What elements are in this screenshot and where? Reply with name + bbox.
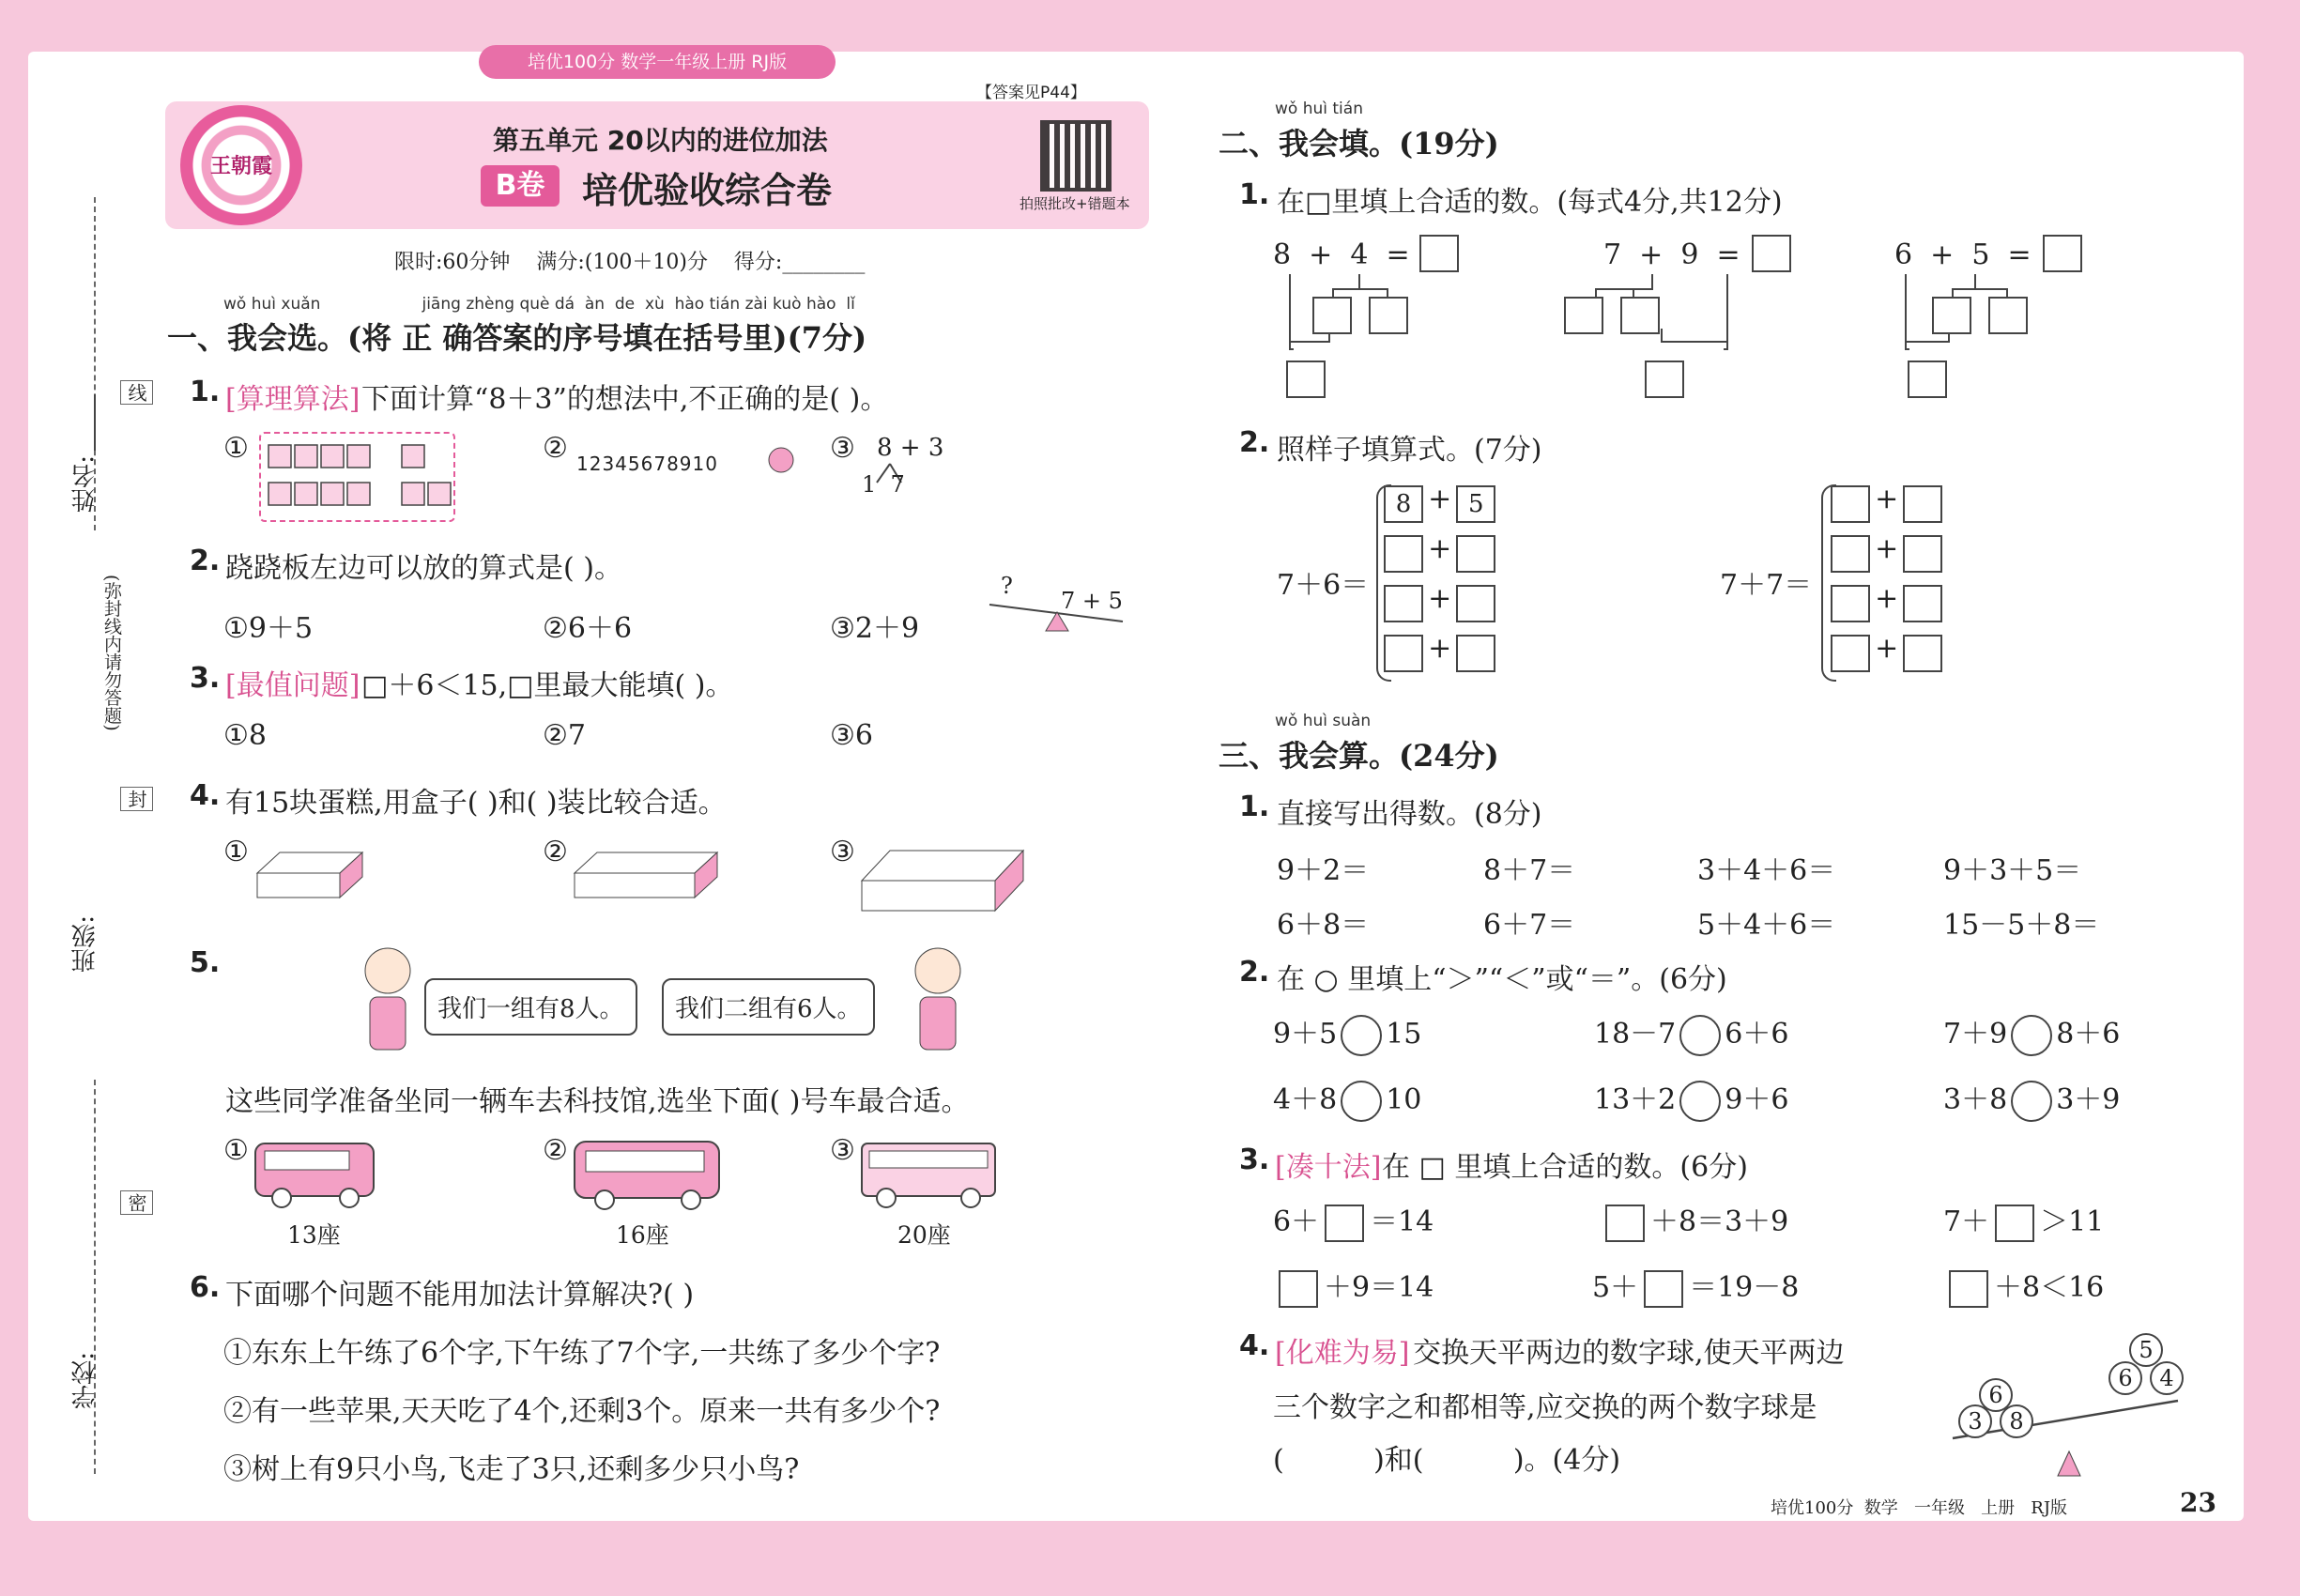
s3q4-tag: [化难为易] — [1275, 1337, 1410, 1370]
bus-large-icon — [858, 1136, 999, 1211]
answer-box[interactable] — [1903, 535, 1942, 573]
q3-option[interactable]: ②7 — [543, 719, 586, 752]
answer-box[interactable] — [1456, 535, 1495, 573]
ball-number: 6 — [2118, 1365, 2133, 1391]
answer-box[interactable] — [1831, 485, 1870, 523]
q4-number: 4. — [190, 779, 221, 812]
q1-opt3[interactable]: ③ — [830, 432, 855, 465]
paper-title: 培优验收综合卷 — [582, 170, 833, 211]
q6-text: 下面哪个问题不能用加法计算解决?( ) — [225, 1279, 695, 1312]
q6-item[interactable]: ③树上有9只小鸟,飞走了3只,还剩多少只小鸟? — [223, 1453, 800, 1486]
compare-row: 7＋9 8＋6 — [1943, 1010, 2120, 1056]
school-label: 学校: — [71, 1352, 100, 1409]
q3-text: □＋6＜15,□里最大能填( )。 — [361, 669, 734, 702]
s3q2-number: 2. — [1239, 956, 1270, 989]
seat-label: 13座 — [287, 1221, 341, 1249]
bus-small-icon — [252, 1136, 378, 1211]
compare-circle[interactable] — [1679, 1081, 1721, 1122]
seat-label: 20座 — [897, 1221, 951, 1249]
section3-title: 三、我会算。(24分) — [1219, 738, 1499, 774]
s3q4-number: 4. — [1239, 1329, 1270, 1362]
section1-title: 一、我会选。(将 正 确答案的序号填在括号里)(7分) — [167, 320, 867, 356]
ball-number: 3 — [1968, 1408, 1983, 1435]
answer-box[interactable] — [2043, 235, 2082, 272]
answer-box[interactable] — [1384, 535, 1423, 573]
answer-box[interactable] — [1384, 585, 1423, 622]
answer-box[interactable] — [1995, 1205, 2034, 1242]
answer-box[interactable] — [1456, 585, 1495, 622]
girl-icon — [905, 939, 971, 1055]
answer-box[interactable] — [1752, 235, 1791, 272]
answer-box[interactable] — [1312, 297, 1352, 334]
ball-number: 5 — [2139, 1337, 2154, 1363]
s2q1-number: 1. — [1239, 178, 1270, 211]
s3q2-text: 在 ○ 里填上“＞”“＜”或“＝”。(6分) — [1277, 963, 1727, 996]
section1-pinyin: wǒ huì xuǎn jiāng zhèng què dá àn de xù hào tián zài kuò hào lǐ — [223, 295, 855, 314]
balance-illustration — [1943, 1324, 2187, 1483]
q1-tag: [算理算法] — [225, 383, 360, 416]
answer-box[interactable] — [1644, 1270, 1683, 1308]
name-blank — [94, 394, 96, 451]
answer-box[interactable] — [1384, 635, 1423, 672]
logo-text: 王朝霞 — [209, 154, 272, 178]
q4-option[interactable]: ② — [543, 836, 568, 868]
seat-label: 16座 — [616, 1221, 669, 1249]
fill-eq: 7＋ ＞11 — [1943, 1198, 2104, 1242]
brace-rows-right: + + + + — [1831, 483, 1942, 682]
q6-item[interactable]: ①东东上午练了6个字,下午练了7个字,一共练了多少个字? — [223, 1337, 941, 1370]
s3q4-line1: 交换天平两边的数字球,使天平两边 — [1413, 1337, 1845, 1370]
eq-1: 8 + 4 = — [1273, 238, 1410, 271]
ball-number: 8 — [2009, 1408, 2024, 1435]
answer-box[interactable] — [1419, 235, 1459, 272]
compare-row: 4＋8 10 — [1273, 1076, 1421, 1122]
compare-circle[interactable] — [1341, 1015, 1382, 1056]
box-illustration-2x2 — [253, 836, 366, 901]
publisher-logo — [180, 105, 302, 225]
compare-row: 13＋2 9＋6 — [1594, 1076, 1788, 1122]
bus-medium-icon — [571, 1134, 723, 1213]
eq-2: 7 + 9 = — [1603, 238, 1740, 271]
calc-item[interactable]: 9＋3＋5＝ — [1943, 854, 2082, 887]
fill-eq: ＋8＜16 — [1943, 1264, 2104, 1308]
footer-text: 培优100分 数学 一年级 上册 RJ版 — [1771, 1498, 2068, 1518]
calc-item[interactable]: 6＋7＝ — [1483, 909, 1576, 942]
answer-box[interactable] — [1605, 1205, 1645, 1242]
q3-tag: [最值问题] — [225, 669, 360, 702]
seal-mark: 封 — [120, 787, 153, 811]
q1-text: 下面计算“8＋3”的想法中,不正确的是( )。 — [361, 383, 889, 416]
q4-option[interactable]: ① — [223, 836, 249, 868]
margin-notice: (弥封线内请勿答题) — [101, 575, 122, 731]
q5-text: 这些同学准备坐同一辆车去科技馆,选坐下面( )号车最合适。 — [225, 1085, 970, 1118]
section2-pinyin: wǒ huì tián — [1275, 100, 1363, 118]
answer-box[interactable] — [1286, 361, 1326, 398]
q5-option[interactable]: ③ — [830, 1134, 855, 1167]
box-illustration-2x4 — [571, 836, 721, 901]
section2-title: 二、我会填。(19分) — [1219, 126, 1499, 161]
s3q4-line3: ( )和( )。(4分) — [1273, 1444, 1621, 1477]
q2-option[interactable]: ②6＋6 — [543, 612, 633, 645]
q3-option[interactable]: ①8 — [223, 719, 267, 752]
q1-opt1[interactable]: ① — [223, 432, 249, 465]
box-illustration-3x4 — [858, 834, 1027, 918]
q4-text: 有15块蛋糕,用盒子( )和( )装比较合适。 — [225, 787, 727, 820]
q3-option[interactable]: ③6 — [830, 719, 873, 752]
answer-box[interactable] — [1456, 635, 1495, 672]
fill-eq: 6＋ ＝14 — [1273, 1198, 1434, 1242]
q2-text: 跷跷板左边可以放的算式是( )。 — [225, 552, 622, 585]
q2-option[interactable]: ①9＋5 — [223, 612, 314, 645]
s3q3-number: 3. — [1239, 1143, 1270, 1176]
answer-box[interactable]: 5 — [1456, 485, 1495, 523]
calc-item[interactable]: 9＋2＝ — [1277, 854, 1370, 887]
answer-ref: 【答案见P44】 — [976, 84, 1086, 102]
boy-icon — [355, 941, 421, 1055]
speech-bubble-1: 我们一组有8人。 — [424, 978, 637, 1036]
q1-opt2[interactable]: ② — [543, 432, 568, 465]
compare-circle[interactable] — [1679, 1015, 1721, 1056]
q5-option[interactable]: ② — [543, 1134, 568, 1167]
qr-code[interactable] — [1040, 120, 1112, 192]
compare-row: 3＋8 3＋9 — [1943, 1076, 2120, 1122]
calc-item[interactable]: 6＋8＝ — [1277, 909, 1370, 942]
calc-item[interactable]: 5＋4＋6＝ — [1697, 909, 1836, 942]
caterpillar-icon — [764, 437, 798, 475]
compare-circle[interactable] — [1341, 1081, 1382, 1122]
answer-box[interactable] — [1903, 635, 1942, 672]
answer-box[interactable] — [1564, 297, 1603, 334]
unit-title: 第五单元 20以内的进位加法 — [493, 125, 828, 156]
ball-number: 6 — [1988, 1382, 2003, 1408]
eq-3: 6 + 5 = — [1894, 238, 2032, 271]
s3q3-tag: [凑十法] — [1275, 1151, 1382, 1184]
series-label: 培优100分 数学一年级上册 RJ版 — [479, 45, 836, 79]
q2-number: 2. — [190, 545, 221, 577]
page-number: 23 — [2180, 1487, 2216, 1518]
answer-box[interactable]: 8 — [1384, 485, 1423, 523]
answer-box[interactable] — [1645, 361, 1684, 398]
name-label: 姓名: — [71, 455, 100, 513]
s2q2-number: 2. — [1239, 426, 1270, 459]
answer-box[interactable] — [1908, 361, 1947, 398]
fill-eq: ＋9＝14 — [1273, 1264, 1434, 1308]
q5-option[interactable]: ① — [223, 1134, 249, 1167]
answer-box[interactable] — [1831, 535, 1870, 573]
compare-row: 9＋5 15 — [1273, 1010, 1421, 1056]
calc-item[interactable]: 15－5＋8＝ — [1943, 909, 2100, 942]
answer-box[interactable] — [1325, 1205, 1364, 1242]
answer-box[interactable] — [1620, 297, 1660, 334]
answer-box[interactable] — [1831, 635, 1870, 672]
q6-number: 6. — [190, 1271, 221, 1304]
answer-box[interactable] — [1903, 585, 1942, 622]
calc-item[interactable]: 3＋4＋6＝ — [1697, 854, 1836, 887]
seesaw-right: 7 + 5 — [1061, 588, 1123, 614]
q4-option[interactable]: ③ — [830, 836, 855, 868]
brace-rows-left: 8 + 5 + + + — [1384, 483, 1495, 682]
answer-box[interactable] — [1369, 297, 1408, 334]
qr-caption: 拍照批改+错题本 — [1020, 195, 1130, 212]
seesaw-left: ? — [1001, 573, 1013, 599]
section3-pinyin: wǒ huì suàn — [1275, 712, 1372, 730]
q5-number: 5. — [190, 946, 221, 979]
cube-group — [259, 432, 455, 522]
s3q4-line2: 三个数字之和都相等,应交换的两个数字球是 — [1273, 1391, 1817, 1424]
fill-eq: 5＋ ＝19－8 — [1592, 1264, 1799, 1308]
q1-number: 1. — [190, 376, 221, 408]
answer-box[interactable] — [1279, 1270, 1318, 1308]
s2q1-text: 在□里填上合适的数。(每式4分,共12分) — [1277, 186, 1783, 219]
s3q3-text: 在 □ 里填上合适的数。(6分) — [1382, 1151, 1748, 1184]
answer-box[interactable] — [1831, 585, 1870, 622]
number-ruler: 12345678910 — [576, 453, 718, 475]
paper-tag: B卷 — [481, 165, 560, 207]
s2q2-text: 照样子填算式。(7分) — [1277, 434, 1542, 467]
dense-mark: 密 — [120, 1190, 153, 1215]
answer-box[interactable] — [1949, 1270, 1988, 1308]
cube-illustration — [261, 434, 453, 520]
split-bottom: 1 7 — [862, 471, 905, 498]
brace-right-label: 7＋7＝ — [1720, 569, 1813, 602]
margin-line-bottom — [94, 1080, 96, 1474]
s3q1-text: 直接写出得数。(8分) — [1277, 798, 1542, 831]
speech-bubble-2: 我们二组有6人。 — [662, 978, 875, 1036]
calc-item[interactable]: 8＋7＝ — [1483, 854, 1576, 887]
answer-box[interactable] — [1903, 485, 1942, 523]
answer-box[interactable] — [1988, 297, 2028, 334]
s3q1-number: 1. — [1239, 790, 1270, 823]
q2-option[interactable]: ③2＋9 — [830, 612, 920, 645]
compare-row: 18－7 6＋6 — [1594, 1010, 1788, 1056]
q6-item[interactable]: ②有一些苹果,天天吃了4个,还剩3个。原来一共有多少个? — [223, 1395, 941, 1428]
split-top: 8 + 3 — [877, 434, 944, 462]
compare-circle[interactable] — [2011, 1081, 2052, 1122]
q3-number: 3. — [190, 662, 221, 695]
fill-eq: ＋8＝3＋9 — [1600, 1198, 1788, 1242]
line-mark: 线 — [120, 380, 153, 405]
class-label: 班级: — [71, 915, 100, 973]
compare-circle[interactable] — [2011, 1015, 2052, 1056]
brace-left-label: 7＋6＝ — [1277, 569, 1370, 602]
paper-meta: 限时:60分钟 满分:(100＋10)分 得分:________ — [394, 251, 866, 274]
answer-box[interactable] — [1932, 297, 1971, 334]
ball-number: 4 — [2159, 1365, 2174, 1391]
